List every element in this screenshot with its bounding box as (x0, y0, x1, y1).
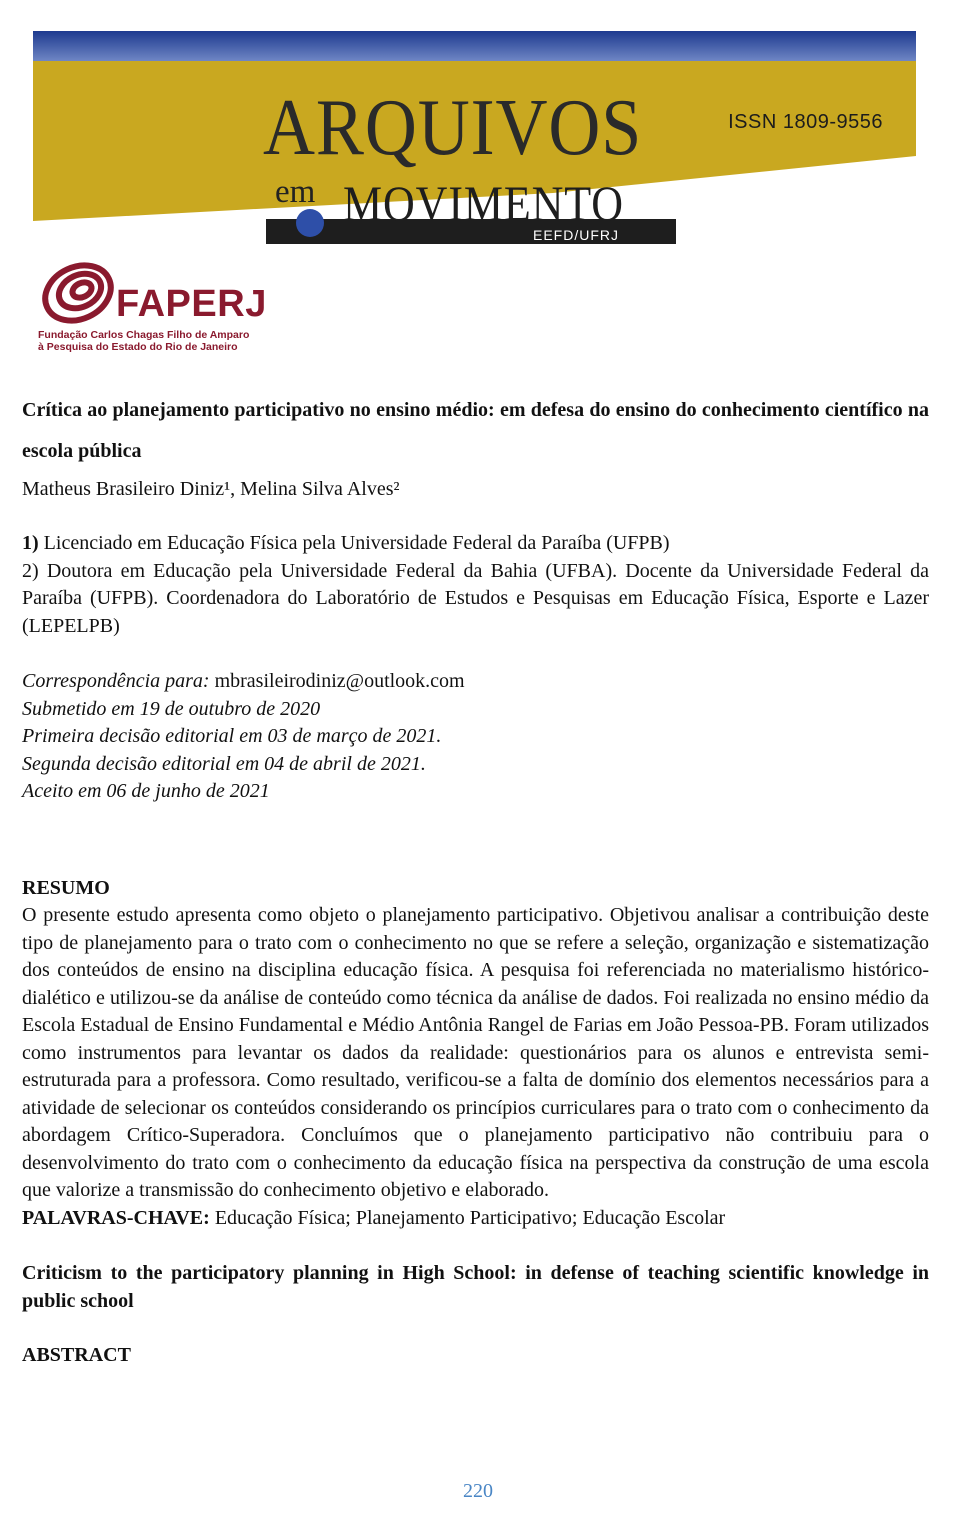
article-title: Crítica ao planejamento participativo no ensino médio: em defesa do ensino do conhecimento científico na escola pública (22, 399, 929, 462)
abstract-heading: ABSTRACT (22, 1344, 131, 1366)
journal-subtitle: MOVIMENTO (343, 175, 624, 231)
affiliations (22, 530, 929, 640)
faperj-logo (36, 255, 286, 355)
page-number: 220 (463, 1480, 493, 1502)
banner-blue-dot (296, 209, 324, 237)
resumo-text: O presente estudo apresenta como objeto o planejamento participativo. Objetivou analisar a contribuição deste tipo de planejamento para o trato com o conhecimento no que se refere a seleção, organização e sistematização dos conteúdos de ensino na disciplina educação física. A pesquisa foi referenciada no materialismo histórico-dialético e utilizou-se da análise de conteúdo como técnica da análise de dados. Foi realizada no ensino médio da Escola Estadual de Ensino Fundamental e Médio Antônia Rangel de Farias em João Pessoa-PB. Foram utilizados como instrumentos para levantar os dados da realidade: questionários para os alunos e entrevista semi-estruturada para a professora. Como resultado, verificou-se a falta de domínio dos elementos necessários para a atividade de selecionar os conteúdos considerando os princípios curriculares para o trato com o conhecimento da abordagem Crítico-Superadora. Concluímos que o planejamento participativo não contribuiu para o desenvolvimento do trato com o conhecimento da educação física na perspectiva da construção de uma escola que valorize a transmissão do conhecimento objetivo e elaborado. (22, 904, 929, 1201)
article-body (22, 390, 929, 1370)
faperj-tagline-1: Fundação Carlos Chagas Filho de Amparo (38, 329, 250, 341)
article-history (22, 668, 929, 806)
journal-institution: EEFD/UFRJ (533, 227, 619, 243)
correspondence (22, 668, 929, 696)
second-decision-date: Segunda decisão editorial em 04 de abril de 2021. (22, 752, 426, 775)
affiliation-1 (22, 530, 929, 558)
keywords-list: Educação Física; Planejamento Participativo; Educação Escolar (209, 1206, 726, 1229)
correspondence-email[interactable]: mbrasileirodiniz@outlook.com (209, 670, 465, 692)
first-decision-date: Primeira decisão editorial em 03 de março de 2021. (22, 725, 442, 747)
resumo-heading: RESUMO (22, 876, 110, 899)
keywords-label: PALAVRAS-CHAVE: (22, 1206, 210, 1229)
faperj-swirl-icon (36, 255, 116, 325)
affiliation-text: Licenciado em Educação Física pela Universidade Federal da Paraíba (UFPB) (38, 532, 670, 554)
journal-title-em: em (275, 174, 316, 210)
article-authors: Matheus Brasileiro Diniz¹, Melina Silva Alves² (22, 478, 400, 500)
affiliation-2 (22, 558, 929, 641)
journal-issn: ISSN 1809-9556 (728, 111, 883, 133)
journal-title: ARQUIVOS (263, 84, 643, 172)
affiliation-number: 2) (22, 559, 39, 582)
affiliation-text: Doutora em Educação pela Universidade Federal da Bahia (UFBA). Docente da Universidade Federal da Paraíba (UFPB). Coordenadora do Laboratório de Estudos e Pesquisas em Educação Física, Esporte e Lazer (LEPELPB) (22, 559, 929, 637)
journal-banner (33, 31, 916, 246)
accepted-date: Aceito em 06 de junho de 2021 (22, 780, 270, 802)
banner-blue-band (33, 31, 916, 61)
submitted-date: Submetido em 19 de outubro de 2020 (22, 697, 321, 720)
faperj-name: FAPERJ (116, 283, 267, 325)
english-title: Criticism to the participatory planning in High School: in defense of teaching scientific knowledge in public school (22, 1262, 929, 1312)
correspondence-label: Correspondência para: (22, 670, 210, 692)
keywords (22, 1205, 929, 1233)
affiliation-number: 1) (22, 532, 39, 554)
faperj-tagline-2: à Pesquisa do Estado do Rio de Janeiro (38, 341, 238, 353)
